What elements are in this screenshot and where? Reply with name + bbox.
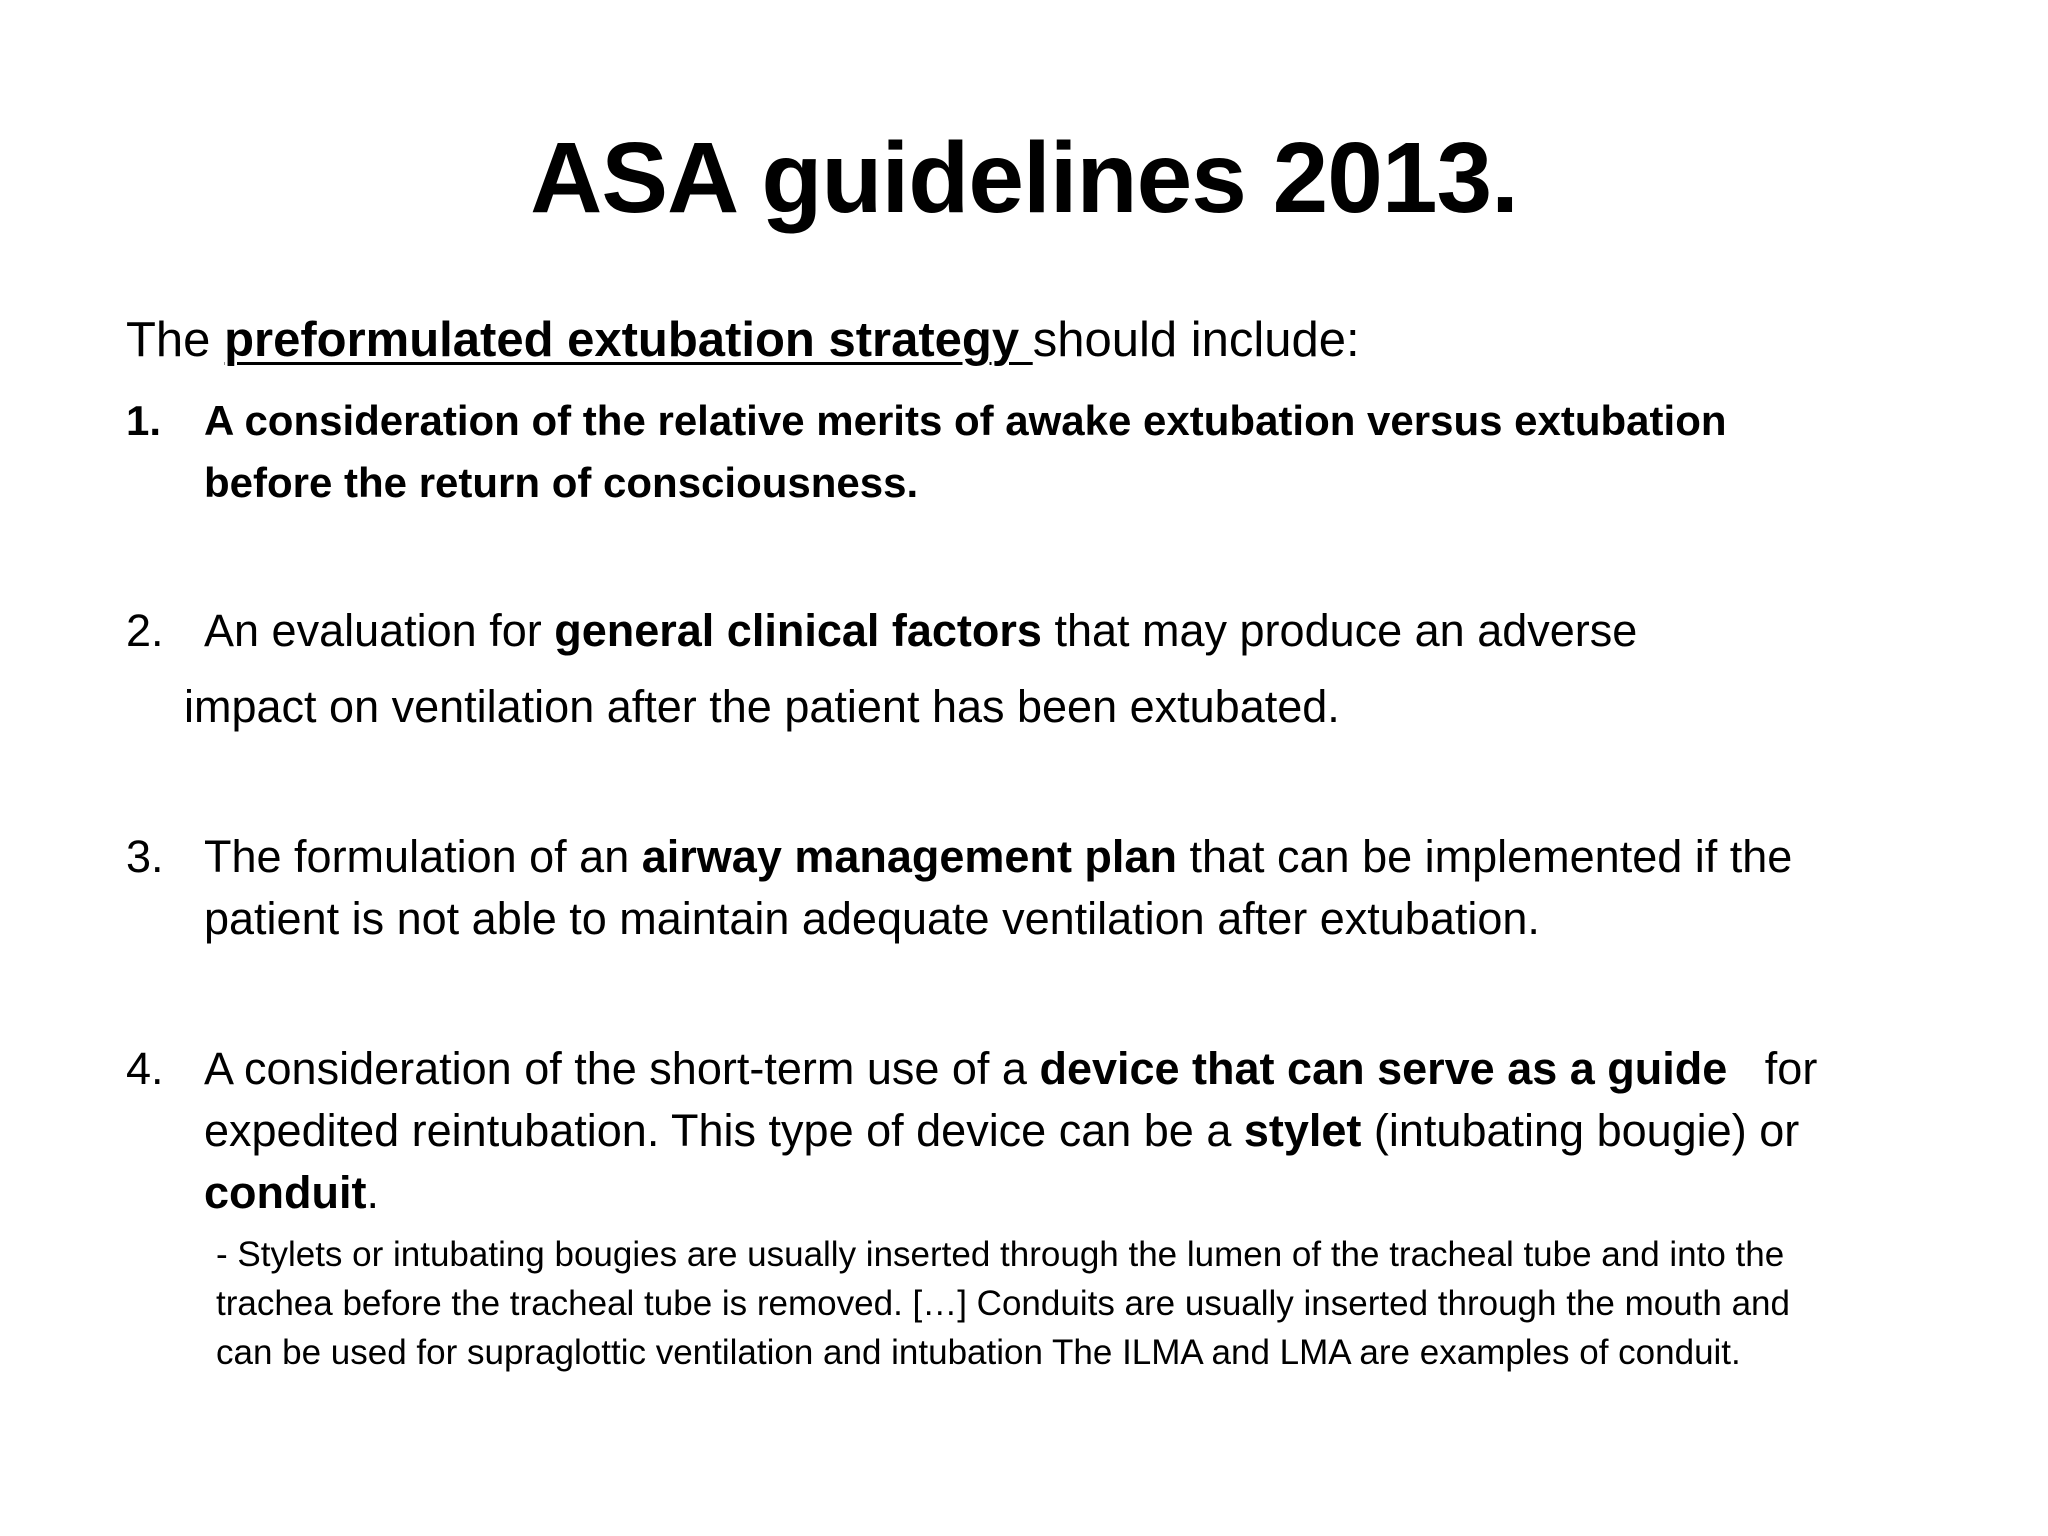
list-item-post: that may produce an adverse — [1041, 605, 1638, 656]
list-item-text — [204, 390, 2004, 514]
list-item-post: that can be implemented if the — [1176, 831, 1793, 882]
list-item-bold: airway management plan — [641, 831, 1177, 882]
list-item-text — [204, 826, 2004, 950]
list-item-pre: expedited reintubation. This type of device can be a — [204, 1105, 1244, 1156]
intro-emphasis: preformulated extubation strategy — [224, 313, 1033, 367]
intro-line — [126, 310, 1360, 370]
note-line: - Stylets or intubating bougies are usually inserted through the lumen of the tracheal tube and into the — [216, 1235, 1785, 1274]
list-item-bold: conduit — [204, 1167, 367, 1218]
list-item-line: A consideration of the relative merits of awake extubation versus extubation — [204, 397, 1727, 444]
list-item-bold: general clinical factors — [554, 605, 1042, 656]
list-item-post: (intubating bougie) or — [1361, 1105, 1800, 1156]
explanatory-note — [216, 1230, 1790, 1377]
list-item-line: patient is not able to maintain adequate ventilation after extubation. — [204, 893, 1540, 944]
list-item-bold: device that can serve as a guide — [1039, 1043, 1728, 1094]
list-item-text — [204, 600, 2004, 662]
slide-title: ASA guidelines 2013. — [530, 122, 1518, 234]
list-item-line — [204, 1038, 2004, 1100]
list-item-pre: An evaluation for — [204, 605, 555, 656]
list-item-number: 2. — [126, 605, 164, 656]
intro-after: should include: — [1032, 313, 1360, 367]
intro-before: The — [126, 313, 225, 367]
list-item-post: for — [1727, 1043, 1818, 1094]
list-item-post: . — [366, 1167, 379, 1218]
list-item-bold: stylet — [1243, 1105, 1362, 1156]
list-item-number: 4. — [126, 1043, 164, 1094]
list-item-pre: The formulation of an — [204, 831, 642, 882]
list-item-line — [204, 1162, 2004, 1224]
note-line: can be used for supraglottic ventilation and intubation The ILMA and LMA are examples of conduit. — [216, 1333, 1741, 1372]
list-item-pre: A consideration of the short-term use of a — [204, 1043, 1040, 1094]
list-item-line — [204, 826, 2004, 888]
list-item-number: 3. — [126, 831, 164, 882]
list-item-line: before the return of consciousness. — [204, 459, 919, 506]
list-item-line — [204, 1100, 2004, 1162]
list-item-text — [204, 1038, 2004, 1224]
list-item-continuation: impact on ventilation after the patient has been extubated. — [184, 681, 1340, 732]
list-item-number: 1. — [126, 397, 162, 444]
note-line: trachea before the tracheal tube is removed. […] Conduits are usually inserted through the mouth and — [216, 1284, 1790, 1323]
